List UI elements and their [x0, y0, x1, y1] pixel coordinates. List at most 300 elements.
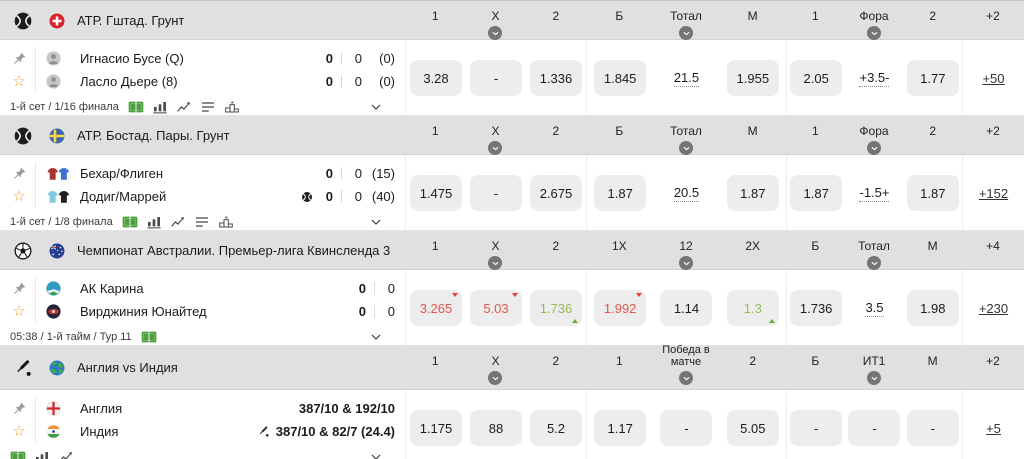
league-header-left	[0, 231, 405, 270]
sort-chevron-icon[interactable]	[679, 141, 693, 155]
team-name: АК Карина	[80, 281, 144, 296]
odds-cell	[845, 70, 903, 87]
column-label: Фора	[859, 8, 889, 23]
column-label: ИТ1	[862, 353, 886, 368]
team-actions	[10, 281, 28, 296]
market-column-header	[586, 1, 653, 40]
divider	[374, 305, 375, 318]
score-sets: 0	[358, 304, 366, 319]
odds-cell	[720, 290, 786, 326]
expand-chevron-icon[interactable]	[369, 215, 383, 229]
score-sets: 0	[358, 281, 366, 296]
team-actions	[10, 166, 28, 181]
odds-button[interactable]: -	[848, 410, 900, 446]
odds-cell	[406, 175, 466, 211]
column-label: 2	[552, 8, 560, 23]
sort-chevron-icon[interactable]	[488, 26, 502, 40]
market-column-header	[653, 1, 720, 40]
column-label: 12	[679, 238, 693, 253]
column-label: X	[491, 123, 500, 138]
score-sets: 0	[325, 189, 333, 204]
tennis-icon	[13, 11, 33, 31]
match-info-panel	[0, 390, 405, 459]
trend-icon[interactable]	[58, 450, 74, 459]
league-header	[0, 231, 1024, 270]
team-line	[10, 397, 399, 420]
market-column-header	[903, 231, 962, 270]
market-column-header	[586, 346, 653, 389]
odds-group-3	[786, 270, 962, 346]
expand-chevron-icon[interactable]	[369, 450, 383, 459]
team-score	[319, 166, 395, 181]
market-header-group-3	[786, 116, 962, 155]
market-column-header	[405, 1, 465, 40]
market-column-header	[586, 116, 653, 155]
jerseys-red-blue-icon	[45, 165, 71, 182]
match-tools	[128, 100, 240, 114]
tennis-icon	[13, 126, 33, 146]
market-param-value: +3.5-	[859, 69, 890, 85]
more-markets-link[interactable]: +152	[978, 185, 1009, 201]
column-label: 1X	[611, 238, 627, 253]
sort-chevron-icon[interactable]	[488, 256, 502, 270]
market-column-header	[653, 343, 720, 389]
odds-button[interactable]: -	[790, 410, 842, 446]
odds-cell	[720, 175, 786, 211]
column-label: 2X	[745, 238, 761, 253]
star-icon[interactable]: ☆	[12, 73, 26, 90]
expand-chevron-icon[interactable]	[369, 330, 383, 344]
sort-chevron-icon[interactable]	[679, 26, 693, 40]
divider	[374, 282, 375, 295]
market-header-group-1	[405, 116, 586, 155]
match-footer	[10, 448, 399, 459]
column-label: 1	[431, 8, 439, 23]
odds-cell	[466, 290, 526, 326]
virginia-club-logo-icon	[45, 303, 71, 320]
court-icon[interactable]	[122, 215, 138, 229]
cricket-icon	[13, 358, 33, 378]
market-header-group-3	[786, 231, 962, 270]
odds-group-2	[586, 155, 786, 231]
team-name: Индия	[80, 424, 119, 439]
sort-chevron-icon[interactable]	[867, 26, 881, 40]
match-row	[0, 40, 1024, 116]
odds-cell	[904, 410, 962, 446]
odds-button[interactable]: -	[660, 410, 712, 446]
odds-button[interactable]: 1.77	[907, 60, 959, 96]
odds-cell	[526, 410, 586, 446]
market-column-header	[653, 116, 720, 155]
odds-button[interactable]: 1.87	[907, 175, 959, 211]
more-markets-link[interactable]: +230	[978, 300, 1009, 316]
score-text: 387/10 & 192/10	[298, 401, 395, 416]
odds-button[interactable]: 2.675	[530, 175, 582, 211]
column-label: X	[491, 238, 500, 253]
team-score	[352, 281, 395, 296]
odds-cell	[787, 60, 845, 96]
column-label: 2	[552, 238, 560, 253]
league-header	[0, 116, 1024, 155]
market-column-header	[526, 1, 586, 40]
match-footer	[10, 98, 399, 116]
sort-chevron-icon[interactable]	[867, 256, 881, 270]
odds-button[interactable]: -	[907, 410, 959, 446]
bar-chart-icon[interactable]	[34, 450, 50, 459]
england-flag-icon	[45, 400, 71, 417]
match-status: 1-й сет / 1/8 финала	[10, 216, 113, 228]
switzerland-flag-icon	[48, 12, 66, 30]
more-markets-count: +4	[986, 239, 1000, 253]
team-line	[10, 300, 399, 323]
team-line	[10, 277, 399, 300]
column-label: Б	[811, 353, 820, 368]
odds-cell	[845, 185, 903, 202]
team-score	[319, 74, 395, 89]
column-label: 1	[615, 353, 623, 368]
market-column-header	[903, 116, 962, 155]
league-section	[0, 343, 1024, 459]
column-label: 1	[431, 353, 439, 368]
market-column-header	[845, 346, 904, 389]
market-column-header	[405, 346, 465, 389]
star-icon[interactable]: ☆	[12, 303, 26, 320]
odds-cell	[653, 70, 719, 87]
sort-chevron-icon[interactable]	[679, 256, 693, 270]
divider	[341, 52, 342, 65]
divider	[341, 75, 342, 88]
score-points: (0)	[379, 74, 395, 89]
odds-group-3	[786, 155, 962, 231]
column-label: Тотал	[670, 8, 702, 23]
odds-button[interactable]: 1.955	[727, 60, 779, 96]
odds-button[interactable]: 1.736	[790, 290, 842, 326]
column-label: 2	[552, 353, 560, 368]
match-info-panel	[0, 40, 405, 116]
market-column-header	[653, 231, 720, 270]
odds-cell	[406, 410, 466, 446]
player-avatar-icon	[45, 50, 71, 67]
trend-icon[interactable]	[176, 100, 192, 114]
team-line	[10, 47, 399, 70]
market-column-header	[465, 231, 525, 270]
match-footer	[10, 328, 399, 346]
odds-button[interactable]: 2.05	[790, 60, 842, 96]
column-label: 2	[929, 123, 937, 138]
odds-button[interactable]: 1.736	[530, 290, 582, 326]
league-section	[0, 231, 1024, 346]
odds-cell	[787, 175, 845, 211]
team-name: Англия	[80, 401, 123, 416]
team-line	[10, 70, 399, 93]
score-games: 0	[387, 281, 395, 296]
more-markets-count: +2	[986, 124, 1000, 138]
odds-cell	[904, 290, 962, 326]
market-column-header	[465, 346, 525, 389]
market-header-group-2	[586, 343, 786, 389]
odds-cell	[904, 175, 962, 211]
match-tools	[10, 450, 74, 459]
team-name: Ласло Дьере (8)	[80, 74, 178, 89]
odds-button[interactable]: 1.992	[594, 290, 646, 326]
column-label: Б	[811, 238, 820, 253]
market-column-header	[786, 231, 845, 270]
column-label: 1	[431, 123, 439, 138]
market-column-header	[845, 1, 904, 40]
divider	[35, 397, 36, 420]
odds-group-2	[586, 40, 786, 116]
bar-chart-icon[interactable]	[146, 215, 162, 229]
column-label: X	[491, 8, 500, 23]
trend-icon[interactable]	[170, 215, 186, 229]
match-status: 05:38 / 1-й тайм / Тур 11	[10, 331, 132, 343]
sort-chevron-icon[interactable]	[679, 371, 693, 385]
soccer-icon	[13, 241, 33, 261]
team-actions	[10, 51, 28, 66]
pin-icon[interactable]	[12, 166, 27, 181]
market-column-header	[786, 1, 845, 40]
list-icon[interactable]	[194, 215, 210, 229]
odds-button[interactable]: 5.03	[470, 290, 522, 326]
divider	[35, 300, 36, 323]
league-header-left	[0, 116, 405, 155]
market-header-group-1	[405, 1, 586, 40]
team-line	[10, 420, 399, 443]
score-sets: 0	[325, 51, 333, 66]
odds-group-2	[586, 270, 786, 346]
market-column-header	[405, 116, 465, 155]
team-score	[301, 189, 395, 204]
team-name: Вирджиния Юнайтед	[80, 304, 207, 319]
match-status: 1-й сет / 1/16 финала	[10, 101, 119, 113]
team-actions	[10, 189, 28, 204]
score-points: (15)	[371, 166, 395, 181]
market-column-header	[526, 231, 586, 270]
odds-button[interactable]: 1.87	[594, 175, 646, 211]
odds-cell	[587, 410, 653, 446]
teams-block	[10, 162, 399, 208]
divider	[35, 185, 36, 208]
column-label: Победа в матче	[662, 343, 710, 368]
odds-cell	[653, 290, 719, 326]
odds-group-2	[586, 390, 786, 459]
odds-button[interactable]: -	[470, 60, 522, 96]
team-score	[257, 424, 395, 439]
court-icon[interactable]	[128, 100, 144, 114]
odds-cell	[466, 60, 526, 96]
odds-cell	[526, 175, 586, 211]
expand-chevron-icon[interactable]	[369, 100, 383, 114]
team-line	[10, 162, 399, 185]
market-header-group-2	[586, 116, 786, 155]
list-icon[interactable]	[200, 100, 216, 114]
court-icon[interactable]	[141, 330, 157, 344]
odds-button[interactable]: 88	[470, 410, 522, 446]
match-info-panel	[0, 270, 405, 346]
column-label: Тотал	[858, 238, 890, 253]
odds-group-1	[405, 270, 586, 346]
pin-icon[interactable]	[12, 51, 27, 66]
market-column-header	[845, 231, 904, 270]
market-header-group-1	[405, 346, 586, 389]
odds-button[interactable]: 1.14	[660, 290, 712, 326]
odds-cell	[904, 60, 962, 96]
teams-block	[10, 277, 399, 323]
star-icon[interactable]: ☆	[12, 423, 26, 440]
column-label: 1	[431, 238, 439, 253]
league-header-left	[0, 346, 405, 389]
odds-button[interactable]: 1.475	[410, 175, 462, 211]
column-label: М	[747, 8, 758, 23]
league-header	[0, 343, 1024, 390]
match-row	[0, 155, 1024, 231]
column-label: 2	[552, 123, 560, 138]
league-title: АТР. Гштад. Грунт	[77, 13, 185, 28]
more-markets-link[interactable]: +50	[982, 70, 1005, 86]
odds-button[interactable]: 1.98	[907, 290, 959, 326]
column-label: 2	[929, 8, 937, 23]
market-column-header	[405, 231, 465, 270]
divider	[341, 190, 342, 203]
column-label: 1	[811, 123, 819, 138]
more-markets-count: +2	[986, 354, 1000, 368]
team-score	[352, 304, 395, 319]
match-row	[0, 270, 1024, 346]
match-info-panel	[0, 155, 405, 231]
column-label: Б	[615, 123, 624, 138]
sort-chevron-icon[interactable]	[867, 371, 881, 385]
market-param-value: 20.5	[673, 184, 700, 200]
more-markets-cell	[962, 155, 1024, 231]
team-score	[319, 51, 395, 66]
court-icon[interactable]	[10, 450, 26, 459]
team-actions	[10, 304, 28, 319]
odds-button[interactable]: 5.05	[727, 410, 779, 446]
score-games: 0	[387, 304, 395, 319]
score-games: 0	[354, 51, 362, 66]
divider	[35, 47, 36, 70]
sort-chevron-icon[interactable]	[488, 371, 502, 385]
sort-chevron-icon[interactable]	[867, 141, 881, 155]
divider	[35, 70, 36, 93]
column-label: Фора	[859, 123, 889, 138]
score-sets: 0	[325, 166, 333, 181]
market-column-header	[719, 231, 786, 270]
odds-button[interactable]: 1.87	[790, 175, 842, 211]
market-param-value: 3.5	[865, 299, 884, 315]
market-column-header	[719, 116, 786, 155]
match-tools	[122, 215, 234, 229]
odds-cell	[526, 290, 586, 326]
odds-button[interactable]: 5.2	[530, 410, 582, 446]
australia-flag-icon	[48, 242, 66, 260]
market-column-header	[903, 1, 962, 40]
odds-group-1	[405, 155, 586, 231]
column-label: 1	[811, 8, 819, 23]
odds-group-1	[405, 40, 586, 116]
india-flag-icon	[45, 423, 71, 440]
column-label: М	[927, 238, 938, 253]
odds-cell	[587, 175, 653, 211]
league-header	[0, 1, 1024, 40]
odds-button[interactable]: 3.265	[410, 290, 462, 326]
teams-block	[10, 47, 399, 93]
pin-icon[interactable]	[12, 281, 27, 296]
column-label: Б	[615, 8, 624, 23]
divider	[35, 162, 36, 185]
market-column-header	[586, 231, 653, 270]
divider	[35, 277, 36, 300]
odds-cell	[653, 185, 719, 202]
match-footer	[10, 213, 399, 231]
market-column-header	[786, 346, 845, 389]
market-column-header	[903, 346, 962, 389]
team-line	[10, 185, 399, 208]
market-column-header	[465, 116, 525, 155]
league-title: АТР. Бостад. Пары. Грунт	[77, 128, 230, 143]
market-column-header	[719, 1, 786, 40]
team-actions	[10, 401, 28, 416]
odds-button[interactable]: 3.28	[410, 60, 462, 96]
market-column-header	[845, 116, 904, 155]
jerseys-cyan-black-icon	[45, 188, 71, 205]
market-param-value: -1.5+	[859, 184, 890, 200]
odds-button[interactable]: 1.17	[594, 410, 646, 446]
odds-group-1	[405, 390, 586, 459]
team-score	[299, 401, 395, 416]
podium-icon[interactable]	[224, 100, 240, 114]
odds-button[interactable]: -	[470, 175, 522, 211]
more-markets-count: +2	[986, 9, 1000, 23]
odds-button[interactable]: 1.175	[410, 410, 462, 446]
odds-cell	[720, 60, 786, 96]
score-games: 0	[354, 74, 362, 89]
team-name: Додиг/Маррей	[80, 189, 167, 204]
market-header-group-2	[586, 1, 786, 40]
sort-chevron-icon[interactable]	[488, 141, 502, 155]
star-icon[interactable]: ☆	[12, 188, 26, 205]
more-markets-cell	[962, 40, 1024, 116]
team-actions	[10, 74, 28, 89]
market-column-header	[786, 116, 845, 155]
odds-button[interactable]: 1.336	[530, 60, 582, 96]
more-markets-link[interactable]: +5	[986, 420, 1001, 436]
market-header-group-1	[405, 231, 586, 270]
divider	[35, 420, 36, 443]
odds-button[interactable]: 1.3	[727, 290, 779, 326]
player-avatar-icon	[45, 73, 71, 90]
odds-button[interactable]: 1.845	[594, 60, 646, 96]
market-column-header	[719, 346, 786, 389]
bar-chart-icon[interactable]	[152, 100, 168, 114]
column-label: 2	[749, 353, 757, 368]
odds-cell	[587, 290, 653, 326]
pin-icon[interactable]	[12, 401, 27, 416]
podium-icon[interactable]	[218, 215, 234, 229]
league-title: Чемпионат Австралии. Премьер-лига Квинсленда 3	[77, 243, 391, 258]
league-title: Англия vs Индия	[77, 360, 178, 375]
market-column-header	[465, 1, 525, 40]
team-actions	[10, 424, 28, 439]
market-header-group-3	[786, 1, 962, 40]
league-section	[0, 1, 1024, 116]
league-section	[0, 116, 1024, 231]
divider	[341, 167, 342, 180]
odds-cell	[406, 60, 466, 96]
column-label: М	[747, 123, 758, 138]
odds-button[interactable]: 1.87	[727, 175, 779, 211]
match-tools	[141, 330, 157, 344]
